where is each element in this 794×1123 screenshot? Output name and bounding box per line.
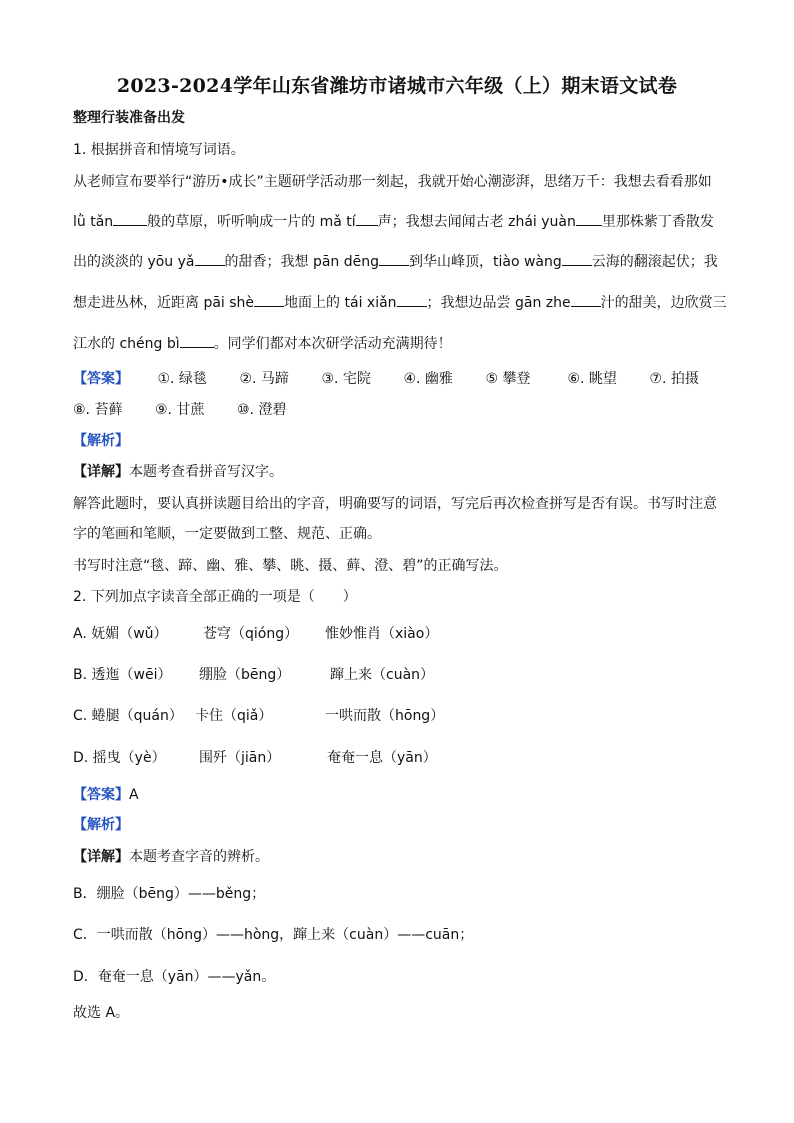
passage-text: 。同学们都对本次研学活动充满期待！ xyxy=(213,336,452,352)
answer-blank[interactable] xyxy=(254,293,284,307)
detail-text: 本题考查字音的辨析。 xyxy=(129,849,269,865)
pinyin-text: lǜ tǎn xyxy=(73,214,114,230)
q2-option-b[interactable] xyxy=(73,665,434,685)
q1-passage-line-3 xyxy=(73,252,718,272)
q1-explain-3: 书写时注意“毯、蹄、幽、雅、攀、眺、摄、藓、澄、碧”的正确写法。 xyxy=(73,558,508,574)
q2-conclusion: 故选 A。 xyxy=(73,1005,130,1021)
q2-correction-d: D．奄奄一息（yān）——yǎn。 xyxy=(73,969,276,985)
q2-correction-b: B．绷脸（bēng）——běng； xyxy=(73,886,266,902)
answer-item: ⑩. 澄碧 xyxy=(237,402,287,418)
q1-answer-row-1 xyxy=(73,369,699,389)
option-part: A. 妩媚（wǔ） xyxy=(73,626,168,642)
page-title: 2023-2024学年山东省潍坊市诸城市六年级（上）期末语文试卷 xyxy=(116,75,678,97)
passage-text: 江水的 chéng bì xyxy=(73,336,180,352)
option-part: 惟妙惟肖（xiào） xyxy=(325,626,439,642)
answer-blank[interactable] xyxy=(562,252,592,266)
q1-detail xyxy=(73,462,283,482)
q1-passage-line-5 xyxy=(73,334,452,354)
q1-explain-1: 解答此题时，要认真拼读题目给出的字音，明确要写的词语，写完后再次检查拼写是否有误。书写时注意 xyxy=(73,496,717,512)
q1-explain-2: 字的笔画和笔顺，一定要做到工整、规范、正确。 xyxy=(73,526,381,542)
q1-passage-line-4 xyxy=(73,293,727,313)
option-part: 奄奄一息（yān） xyxy=(327,750,437,766)
passage-text: 从老师宣布要举行“游历•成长”主题研学活动那一刻起，我就开始心潮澎湃，思绪万千：我想去看看那如 xyxy=(73,174,712,190)
answer-item: ⑥. 眺望 xyxy=(567,371,617,387)
answer-blank[interactable] xyxy=(571,293,601,307)
q1-passage-line-2 xyxy=(73,212,714,232)
passage-text: ；我想边品尝 gān zhe xyxy=(426,295,571,311)
q1-passage-line-1 xyxy=(73,172,712,192)
answer-item: ①. 绿毯 xyxy=(157,371,207,387)
passage-text: 声；我想去闻闻古老 zhái yuàn xyxy=(377,214,576,230)
passage-text: 想走进丛林，近距离 pāi shè xyxy=(73,295,255,311)
q2-analysis-label: 【解析】 xyxy=(73,817,129,833)
answer-blank[interactable] xyxy=(356,212,378,226)
answer-item: ⑨. 甘蔗 xyxy=(155,402,205,418)
answer-blank[interactable] xyxy=(113,212,147,226)
answer-blank[interactable] xyxy=(195,252,225,266)
passage-text: 地面上的 tái xiǎn xyxy=(284,295,397,311)
option-part: 苍穹（qióng） xyxy=(203,626,299,642)
answer-item: ⑤ 攀登 xyxy=(485,371,531,387)
passage-text: 出的淡淡的 yōu yǎ xyxy=(73,254,195,270)
detail-label: 【详解】 xyxy=(73,464,129,480)
q2-stem: 2. 下列加点字读音全部正确的一项是（ ） xyxy=(73,589,357,605)
q2-correction-c: C．一哄而散（hōng）——hòng，蹿上来（cuàn）——cuān； xyxy=(73,927,474,943)
q2-option-c[interactable] xyxy=(73,706,444,726)
option-part: 绷脸（bēng） xyxy=(199,667,291,683)
passage-text: 的甜香；我想 pān dēng xyxy=(224,254,379,270)
passage-text: 般的草原，听听响成一片的 mǎ tí xyxy=(147,214,356,230)
passage-text: 汁的甜美，边欣赏三 xyxy=(600,295,727,311)
q1-answer-row-2 xyxy=(73,400,286,420)
option-part: D. 摇曳（yè） xyxy=(73,750,166,766)
option-part: B. 透迤（wēi） xyxy=(73,667,172,683)
passage-text: 里那株紫丁香散发 xyxy=(601,214,714,230)
option-part: 卡住（qiǎ） xyxy=(195,708,273,724)
section-heading: 整理行装准备出发 xyxy=(73,110,185,126)
q2-option-d[interactable] xyxy=(73,748,437,768)
answer-item: ⑦. 拍摄 xyxy=(649,371,699,387)
answer-blank[interactable] xyxy=(397,293,427,307)
detail-label: 【详解】 xyxy=(73,849,129,865)
answer-blank[interactable] xyxy=(576,212,602,226)
answer-item: ②. 马蹄 xyxy=(239,371,289,387)
q1-stem: 1. 根据拼音和情境写词语。 xyxy=(73,142,245,158)
answer-value: A xyxy=(129,787,139,803)
answer-blank[interactable] xyxy=(379,252,409,266)
answer-label: 【答案】 xyxy=(73,787,129,803)
passage-text: 到华山峰顶，tiào wàng xyxy=(409,254,562,270)
q2-option-a[interactable] xyxy=(73,624,438,644)
answer-label: 【答案】 xyxy=(73,371,129,387)
option-part: 蹿上来（cuàn） xyxy=(330,667,435,683)
option-part: 围歼（jiān） xyxy=(199,750,281,766)
passage-text: 云海的翻滚起伏；我 xyxy=(591,254,718,270)
option-part: 一哄而散（hōng） xyxy=(325,708,445,724)
answer-item: ④. 幽雅 xyxy=(403,371,453,387)
answer-blank[interactable] xyxy=(180,334,214,348)
q2-answer xyxy=(73,785,139,805)
answer-item: ③. 宅院 xyxy=(321,371,371,387)
answer-item: ⑧. 苔藓 xyxy=(73,402,123,418)
q2-detail xyxy=(73,847,269,867)
q1-analysis-label: 【解析】 xyxy=(73,433,129,449)
option-part: C. 蜷腿（quán） xyxy=(73,708,183,724)
detail-text: 本题考查看拼音写汉字。 xyxy=(129,464,283,480)
